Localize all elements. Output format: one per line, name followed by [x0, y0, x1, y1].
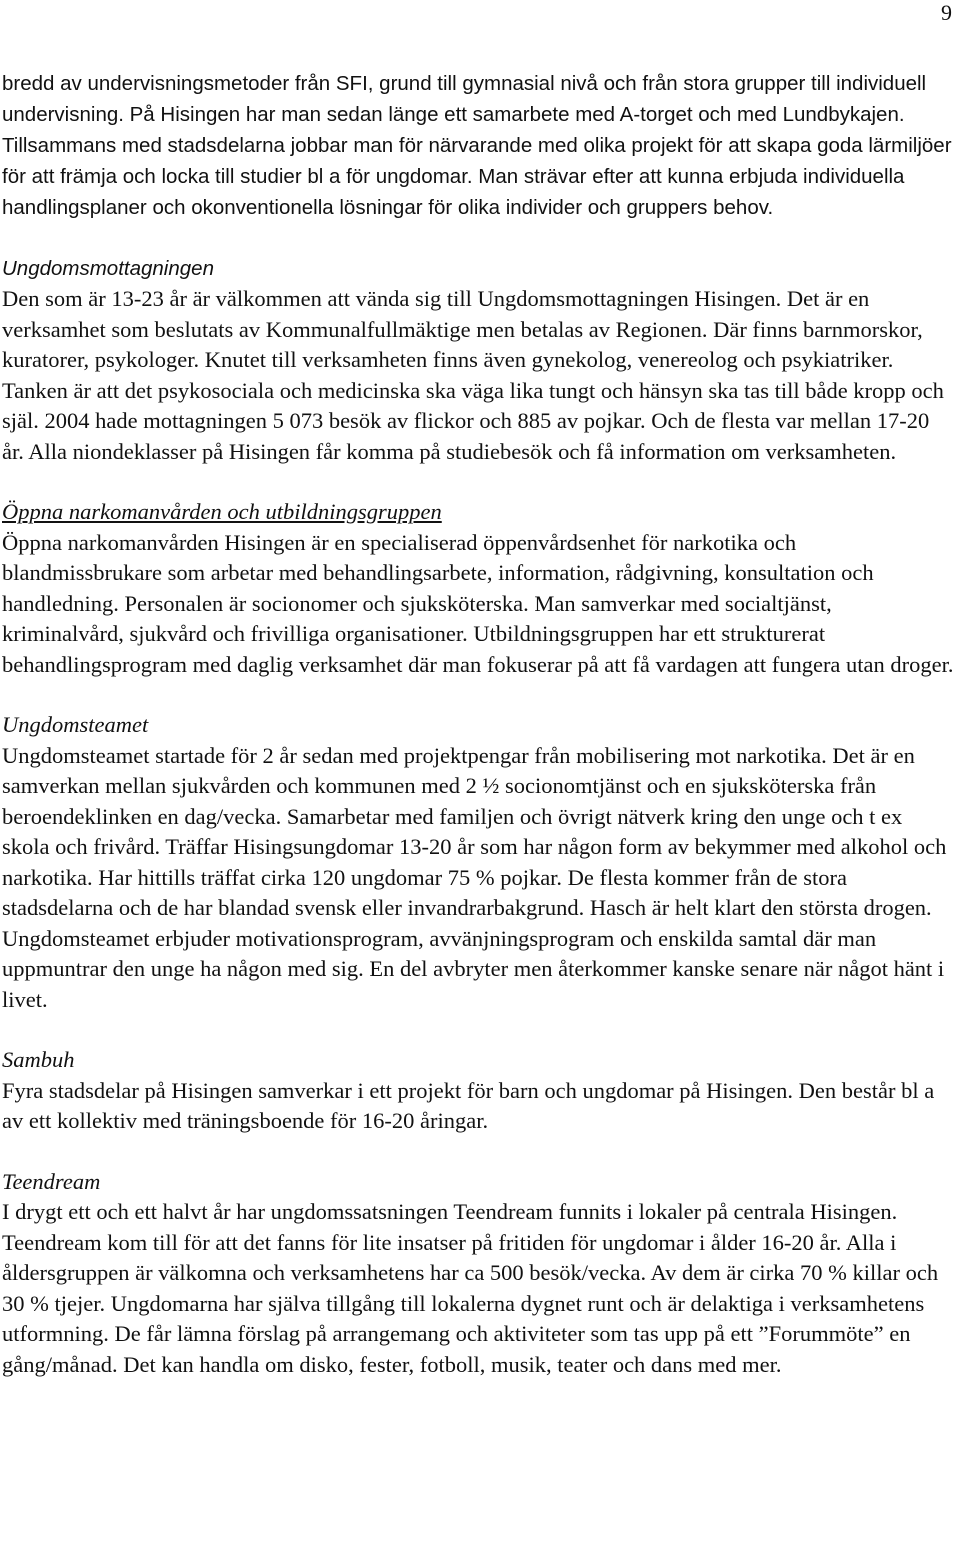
section-paragraph: Öppna narkomanvården Hisingen är en specialiserad öppenvårdsenhet för narkotika och blandmissbrukare som arbetar med behandlingsarbete, information, rådgivning, konsultation och handledning. Personalen är socionomer och sjuksköterska. Man samverkar med socialtjänst, kriminalvård, sjukvård och frivilliga organisationer. Utbildningsgruppen har ett strukturerat behandlingsprogram med daglig verksamhet där man fokuserar på att få vardagen att fungera utan droger. [2, 529, 954, 677]
section-heading: Öppna narkomanvården och utbildningsgruppen [2, 499, 442, 524]
section-paragraph: Den som är 13-23 år är välkommen att vända sig till Ungdomsmottagningen Hisingen. Det är en verksamhet som beslutats av Kommunalfullmäktige men betalas av Regionen. Där finns barnmorskor, kuratorer, psykologer. Knutet till verksamheten finns även gynekolog, venereolog och psykiatriker. Tanken är att det psykosociala och medicinska ska väga lika tungt och hänsyn ska tas till både kropp och själ. 2004 hade mottagningen 5 073 besök av flickor och 885 av pojkar. Och de flesta var mellan 17-20 år. Alla niondeklasser på Hisingen får komma på studiebesök och få information om verksamheten. [2, 286, 944, 464]
section-ungdomsmottagningen [2, 253, 954, 467]
section-paragraph: Fyra stadsdelar på Hisingen samverkar i ett projekt för barn och ungdomar på Hisingen. Den består bl a av ett kollektiv med träningsboende för 16-20 åringar. [2, 1077, 935, 1133]
document-body [2, 68, 954, 1380]
section-ungdomsteamet [2, 710, 954, 1015]
section-oppna-narkomanvarden [2, 497, 954, 680]
section-heading: Ungdomsmottagningen [2, 257, 214, 280]
section-heading: Ungdomsteamet [2, 712, 149, 737]
section-paragraph: I drygt ett och ett halvt år har ungdomssatsningen Teendream funnits i lokaler på centrala Hisingen. Teendream kom till för att det fanns för lite insatser på fritiden för ungdomar i ålder 16-20 år. Alla i åldersgruppen är välkomna och verksamhetens har ca 500 besök/vecka. Av dem är cirka 70 % killar och 30 % tjejer. Ungdomarna har själva tillgång till lokalerna dygnet runt och är delaktiga i verksamhetens utformning. De får lämna förslag på arrangemang och aktiviteter som tas upp på ett ”Forummöte” en gång/månad. Det kan handla om disko, fester, fotboll, musik, teater och dans med mer. [2, 1199, 939, 1377]
section-paragraph: Ungdomsteamet startade för 2 år sedan med projektpengar från mobilisering mot narkotika. Det är en samverkan mellan sjukvården och kommunen med 2 ½ socionomtjänst och en sjuksköterska från beroendeklinken en dag/vecka. Samarbetar med familjen och övrigt nätverk kring den unge och t ex skola och frivård. Träffar Hisingsungdomar 13-20 år som har någon form av bekymmer med alkohol och narkotika. Har hittills träffat cirka 120 ungdomar 75 % pojkar. De flesta kommer från de stora stadsdelarna och de har blandad svensk eller invandrarbakgrund. Hasch är helt klart den största drogen. Ungdomsteamet erbjuder motivationsprogram, avvänjningsprogram och enskilda samtal där man uppmuntrar den unge ha någon med sig. En del avbryter men återkommer kanske senare när något hänt i livet. [2, 742, 947, 1012]
section-heading: Sambuh [2, 1047, 75, 1072]
intro-paragraph: bredd av undervisningsmetoder från SFI, grund till gymnasial nivå och från stora grupper till individuell undervisning. På Hisingen har man sedan länge ett samarbete med A-torget och med Lundbykajen. Tillsammans med stadsdelarna jobbar man för närvarande med olika projekt för att skapa goda lärmiljöer för att främja och locka till studier bl a för ungdomar. Man strävar efter att kunna erbjuda individuella handlingsplaner och okonventionella lösningar för olika individer och gruppers behov. [2, 72, 952, 219]
section-heading: Teendream [2, 1168, 101, 1194]
section-sambuh [2, 1045, 954, 1137]
section-teendream [2, 1167, 954, 1381]
page-number: 9 [941, 0, 952, 25]
